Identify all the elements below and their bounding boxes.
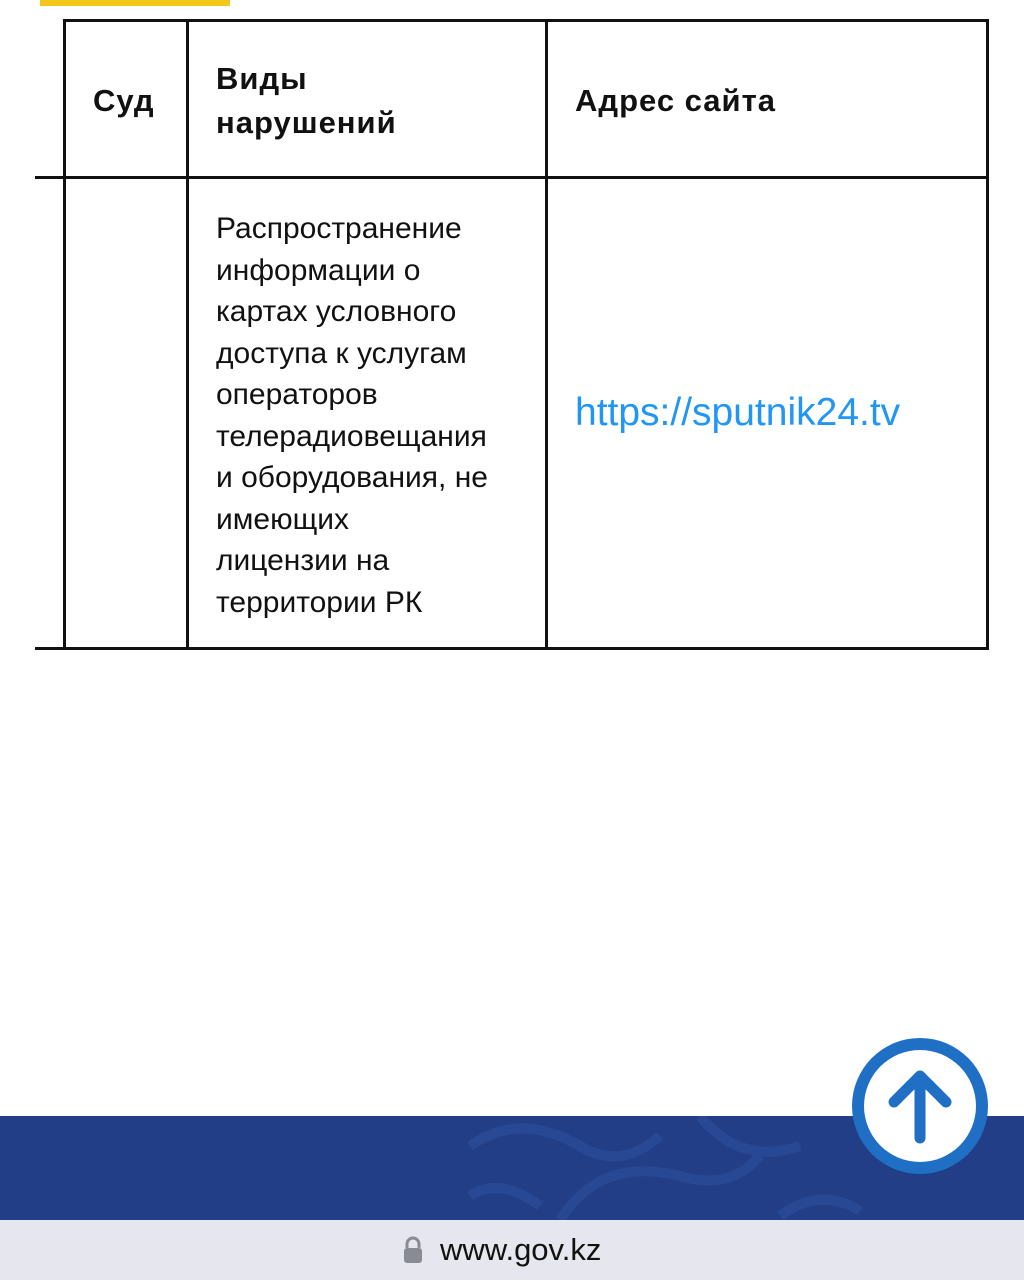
violation-line: картах условного — [216, 295, 457, 328]
lock-icon — [402, 1235, 424, 1265]
violation-line: имеющих — [216, 502, 350, 536]
table-top-border — [64, 19, 989, 22]
top-decoration-strip — [40, 0, 230, 6]
violation-line: Распространение — [216, 212, 462, 245]
violation-line: телерадиовещания — [216, 419, 487, 453]
address-url[interactable]: www.gov.kz — [440, 1232, 602, 1267]
row-violation-cell — [216, 208, 488, 623]
violation-line: территории РК — [216, 585, 423, 619]
header-court: Суд — [93, 83, 155, 118]
table-header-divider — [35, 176, 989, 179]
table-right-border — [986, 19, 989, 650]
table-col-divider-1 — [186, 19, 189, 650]
violation-line: операторов — [216, 378, 378, 411]
header-site-address: Адрес сайта — [575, 83, 777, 118]
site-url-link[interactable]: https://sputnik24.tv — [575, 391, 901, 434]
header-violation-types-line-2: нарушений — [216, 105, 397, 140]
table-col-divider-2 — [545, 19, 548, 650]
violation-line: информации о — [216, 253, 421, 287]
table-left-border — [63, 19, 66, 650]
address-bar[interactable] — [0, 1220, 1024, 1280]
scroll-to-top-button[interactable] — [852, 1038, 988, 1174]
violation-line: и оборудования, не — [216, 461, 488, 494]
table-bottom-border — [35, 647, 989, 650]
violation-line: доступа к услугам — [216, 336, 467, 370]
arrow-up-icon — [852, 1038, 988, 1174]
violation-line: лицензии на — [216, 544, 390, 577]
header-violation-types-line-1: Виды — [216, 61, 308, 96]
header-violation-types — [216, 57, 397, 145]
